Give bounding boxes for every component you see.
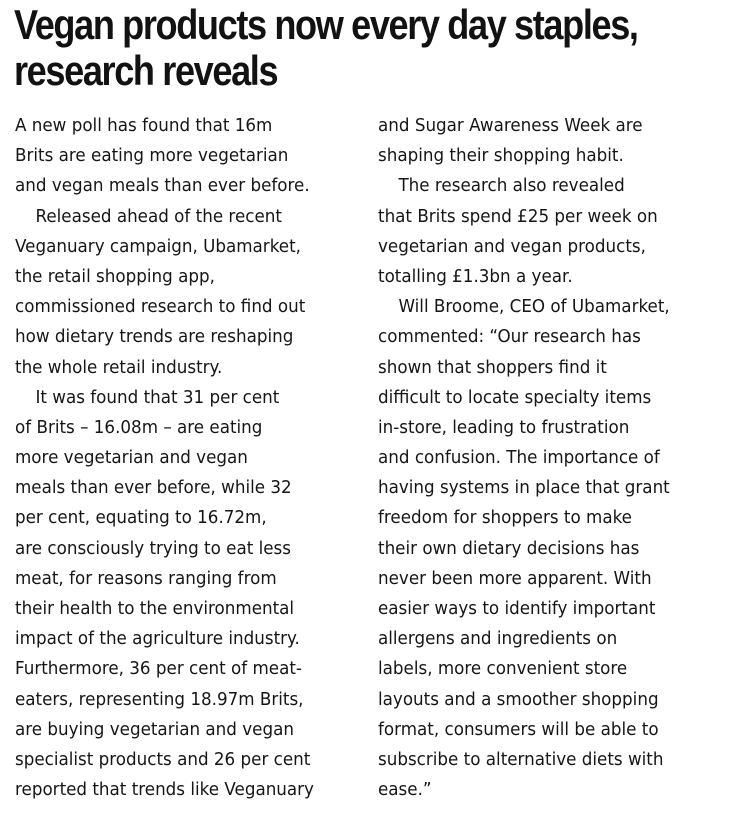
headline: [14, 1, 638, 94]
body-text-line: commented: “Our research has: [378, 326, 641, 348]
body-text-line: shaping their shopping habit.: [378, 145, 624, 167]
body-text-line: reported that trends like Veganuary: [15, 779, 314, 801]
body-text-line: and confusion. The importance of: [378, 447, 660, 469]
body-text-line: It was found that 31 per cent: [35, 386, 280, 408]
body-text-line: Veganuary campaign, Ubamarket,: [15, 235, 301, 257]
body-text-line: per cent, equating to 16.72m,: [15, 507, 267, 529]
body-text-line: Released ahead of the recent: [35, 205, 282, 227]
body-text-line: subscribe to alternative diets with: [378, 748, 664, 770]
body-text-line: their own dietary decisions has: [378, 537, 640, 559]
body-text-line: are consciously trying to eat less: [15, 537, 292, 559]
body-text-line: layouts and a smoother shopping: [378, 688, 659, 710]
body-text-line: easier ways to identify important: [378, 598, 656, 619]
body-text-line: and Sugar Awareness Week are: [378, 115, 643, 136]
body-text-line: the whole retail industry.: [15, 356, 223, 378]
body-text-line: are buying vegetarian and vegan: [15, 718, 294, 740]
body-text-line: in-store, leading to frustration: [378, 416, 630, 438]
body-text-line: of Brits – 16.08m – are eating: [15, 416, 263, 438]
body-text-line: Brits are eating more vegetarian: [15, 145, 289, 167]
headline-line-2: research reveals: [14, 47, 278, 94]
body-text-line: their health to the environmental: [15, 598, 295, 619]
body-text-line: that Brits spend £25 per week on: [378, 205, 658, 227]
body-text-line: how dietary trends are reshaping: [15, 326, 294, 348]
right-column: [378, 111, 692, 805]
body-text-line: format, consumers will be able to: [378, 718, 659, 740]
body-text-line: and vegan meals than ever before.: [15, 175, 310, 197]
body-text-line: shown that shoppers find it: [378, 356, 607, 378]
body-text-line: specialist products and 26 per cent: [15, 748, 311, 770]
body-text-line: totalling £1.3bn a year.: [378, 265, 573, 287]
body-text-line: allergens and ingredients on: [378, 628, 618, 650]
body-text-line: never been more apparent. With: [378, 567, 652, 589]
body-text-line: vegetarian and vegan products,: [378, 235, 646, 257]
body-text-line: ease.”: [378, 779, 432, 801]
body-text-line: A new poll has found that 16m: [15, 115, 273, 136]
body-text-line: freedom for shoppers to make: [378, 507, 632, 529]
body-text-line: the retail shopping app,: [15, 265, 215, 287]
body-text-line: commissioned research to find out: [15, 296, 306, 318]
body-text-line: Furthermore, 36 per cent of meat-: [15, 658, 302, 680]
body-text-line: more vegetarian and vegan: [15, 447, 248, 469]
body-text-line: labels, more convenient store: [378, 658, 628, 680]
body-text-line: meat, for reasons ranging from: [15, 567, 277, 589]
headline-line-1: Vegan products now every day staples,: [14, 1, 638, 48]
body-text-line: impact of the agriculture industry.: [15, 628, 300, 650]
body-text-line: eaters, representing 18.97m Brits,: [15, 688, 304, 710]
body-text-line: The research also revealed: [398, 175, 625, 197]
body-text-line: difficult to locate specialty items: [378, 386, 652, 408]
body-text-line: Will Broome, CEO of Ubamarket,: [398, 296, 670, 318]
body-text-line: having systems in place that grant: [378, 477, 670, 499]
body-text-line: meals than ever before, while 32: [15, 477, 292, 499]
left-column: [15, 111, 336, 805]
